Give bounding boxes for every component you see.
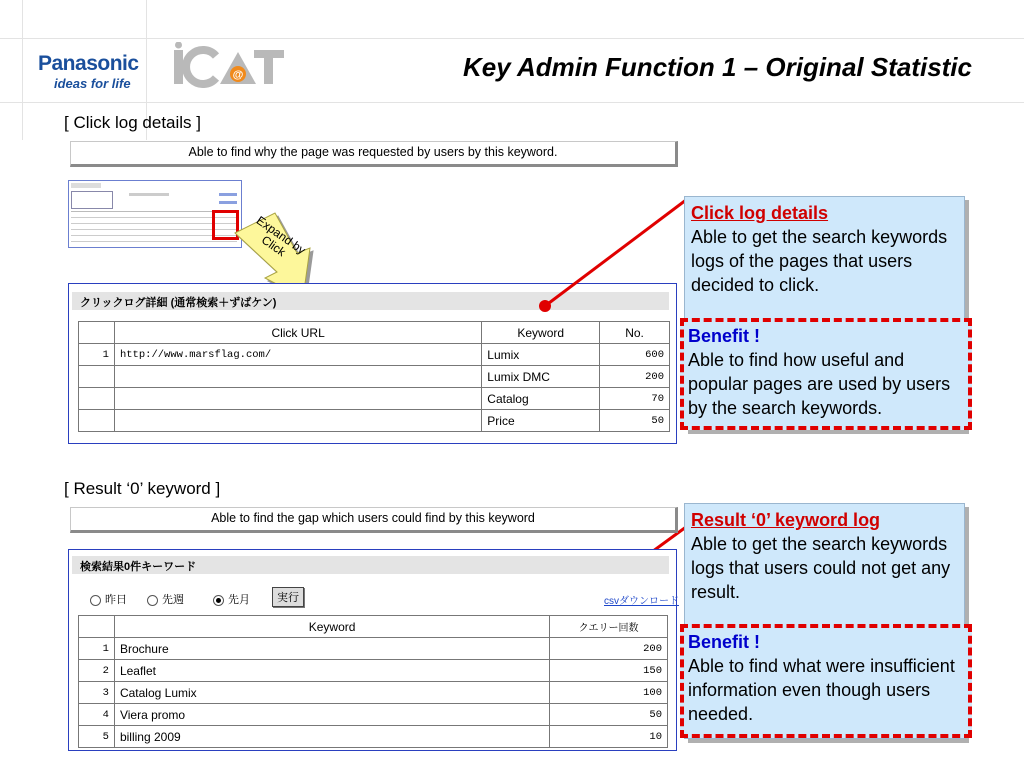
expand-by-click-note: Expand by Click — [253, 213, 309, 260]
panasonic-logo: Panasonic — [38, 52, 139, 75]
row-index: 4 — [79, 704, 115, 726]
section-label-click-log: [ Click log details ] — [64, 113, 201, 132]
table-row[interactable] — [79, 704, 668, 726]
count-cell: 200 — [550, 638, 668, 660]
table-row[interactable] — [79, 638, 668, 660]
benefit-heading: Benefit ! — [688, 326, 760, 346]
index-header-cell — [79, 616, 115, 638]
section-label-result-zero: [ Result ‘0’ keyword ] — [64, 479, 221, 498]
row-index: 5 — [79, 726, 115, 748]
tagline: ideas for life — [54, 76, 131, 91]
run-button[interactable]: 実行 — [272, 587, 304, 607]
keyword-cell: Catalog — [482, 388, 600, 410]
table-row[interactable] — [79, 726, 668, 748]
radio-label: 先月 — [228, 594, 250, 606]
count-cell: 70 — [600, 388, 670, 410]
count-cell: 150 — [550, 660, 668, 682]
column-header-keyword: Keyword — [482, 322, 600, 344]
callout-heading: Result ‘0’ keyword log — [691, 510, 881, 530]
click-url-link[interactable]: http://www.marsflag.com/ — [114, 344, 481, 366]
caption-result-zero: Able to find the gap which users could find by this keyword — [70, 507, 678, 533]
page-title: Key Admin Function 1 – Original Statistic — [462, 52, 972, 82]
table-row[interactable] — [79, 660, 668, 682]
keyword-cell: Brochure — [114, 638, 549, 660]
column-header-query-count: クエリー回数 — [550, 616, 668, 638]
row-index: 2 — [79, 660, 115, 682]
keyword-cell: Price — [482, 410, 600, 432]
radio-label: 先週 — [162, 594, 184, 606]
keyword-cell: Catalog Lumix — [114, 682, 549, 704]
count-cell: 600 — [600, 344, 670, 366]
keyword-cell: Lumix — [482, 344, 600, 366]
caption-click-log: Able to find why the page was requested by users by this keyword. — [70, 141, 678, 167]
column-header-count: No. — [600, 322, 670, 344]
radio-button-selected[interactable] — [213, 595, 224, 606]
benefit-box-result-zero — [680, 624, 972, 738]
panel-title-click-log: クリックログ詳細 (通常検索＋ずばケン) — [72, 292, 669, 310]
keyword-cell: Leaflet — [114, 660, 549, 682]
result-zero-table — [78, 615, 668, 748]
benefit-body: Able to find how useful and popular pages are used by users by the search keywords. — [688, 350, 951, 418]
table-header-row — [79, 616, 668, 638]
count-cell: 50 — [550, 704, 668, 726]
count-cell: 50 — [600, 410, 670, 432]
row-index: 1 — [79, 344, 115, 366]
count-cell: 100 — [550, 682, 668, 704]
keyword-cell: Lumix DMC — [482, 366, 600, 388]
row-index: 1 — [79, 638, 115, 660]
svg-text:@: @ — [232, 69, 244, 81]
column-header-click-url: Click URL — [114, 322, 481, 344]
count-cell: 10 — [550, 726, 668, 748]
radio-button[interactable] — [147, 595, 158, 606]
callout-body: Able to get the search keywords logs that users could not get any result. — [691, 534, 951, 602]
callout-heading: Click log details — [691, 203, 829, 223]
radio-yesterday[interactable] — [90, 591, 127, 607]
radio-last-week[interactable] — [147, 591, 184, 607]
column-header-keyword: Keyword — [114, 616, 549, 638]
table-row[interactable] — [79, 682, 668, 704]
radio-last-month[interactable] — [213, 591, 250, 607]
csv-download-link[interactable]: csvダウンロード — [604, 596, 679, 607]
callout-body: Able to get the search keywords logs of the pages that users decided to click. — [691, 227, 948, 295]
count-cell: 200 — [600, 366, 670, 388]
keyword-cell: Viera promo — [114, 704, 549, 726]
row-index: 3 — [79, 682, 115, 704]
benefit-heading: Benefit ! — [688, 632, 760, 652]
radio-label: 昨日 — [105, 594, 127, 606]
keyword-cell: billing 2009 — [114, 726, 549, 748]
benefit-box-click-log — [680, 318, 972, 430]
radio-button[interactable] — [90, 595, 101, 606]
benefit-body: Able to find what were insufficient information even though users needed. — [688, 656, 955, 724]
panel-title-result-zero: 検索結果0件キーワード — [72, 556, 669, 574]
